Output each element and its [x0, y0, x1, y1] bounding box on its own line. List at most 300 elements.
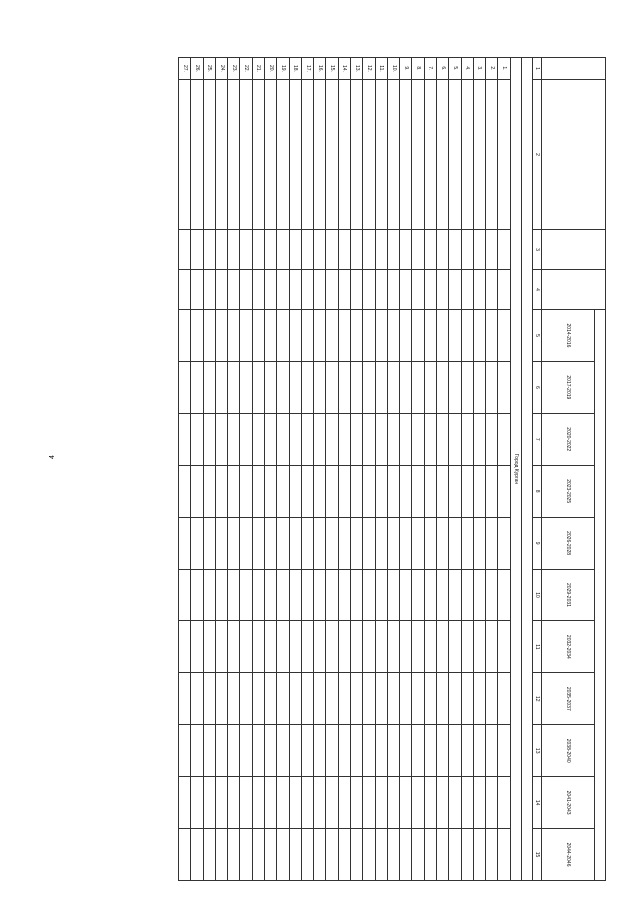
row-number: 10.	[387, 58, 399, 80]
row-number: 26.	[191, 58, 203, 80]
row-build-year	[179, 230, 191, 270]
row-build-year	[301, 230, 313, 270]
row-period-cell	[486, 829, 498, 881]
row-period-cell	[412, 673, 424, 725]
row-build-year	[412, 230, 424, 270]
row-period-cell	[215, 569, 227, 621]
row-period-cell	[179, 673, 191, 725]
row-period-cell	[486, 621, 498, 673]
column-number: 9	[533, 517, 542, 569]
row-period-cell	[473, 829, 485, 881]
row-period-cell	[265, 361, 277, 413]
row-period-cell	[449, 310, 461, 362]
row-period-cell	[473, 569, 485, 621]
row-period-cell	[363, 413, 375, 465]
row-period-cell	[412, 829, 424, 881]
row-period-cell	[203, 361, 215, 413]
row-last-repair-year	[179, 270, 191, 310]
col-header-period: 2020-2022	[542, 413, 595, 465]
row-period-cell	[424, 621, 436, 673]
row-period-cell	[301, 829, 313, 881]
row-number: 25.	[203, 58, 215, 80]
city-heading-row	[510, 58, 521, 881]
row-period-cell	[412, 725, 424, 777]
row-number: 16.	[314, 58, 326, 80]
row-address	[215, 80, 227, 230]
row-period-cell	[437, 310, 449, 362]
row-period-cell	[375, 310, 387, 362]
row-period-cell	[486, 569, 498, 621]
row-period-cell	[461, 829, 473, 881]
row-number: 1.	[498, 58, 510, 80]
row-period-cell	[203, 310, 215, 362]
row-number: 6.	[437, 58, 449, 80]
row-address	[351, 80, 363, 230]
column-number: 3	[533, 230, 542, 270]
row-period-cell	[265, 569, 277, 621]
col-header-period: 2041-2043	[542, 777, 595, 829]
table-row	[387, 58, 399, 881]
row-period-cell	[387, 725, 399, 777]
row-build-year	[314, 230, 326, 270]
row-period-cell	[351, 569, 363, 621]
row-build-year	[387, 230, 399, 270]
row-period-cell	[301, 673, 313, 725]
row-build-year	[265, 230, 277, 270]
row-period-cell	[179, 465, 191, 517]
column-number: 8	[533, 465, 542, 517]
table-row	[461, 58, 473, 881]
row-period-cell	[301, 777, 313, 829]
row-period-cell	[412, 361, 424, 413]
row-period-cell	[314, 673, 326, 725]
row-period-cell	[265, 517, 277, 569]
table-row	[375, 58, 387, 881]
row-period-cell	[314, 361, 326, 413]
row-address	[265, 80, 277, 230]
row-period-cell	[179, 569, 191, 621]
row-last-repair-year	[473, 270, 485, 310]
row-period-cell	[314, 310, 326, 362]
row-number: 5.	[449, 58, 461, 80]
row-period-cell	[461, 777, 473, 829]
column-number: 4	[533, 270, 542, 310]
row-period-cell	[252, 777, 264, 829]
table-row	[179, 58, 191, 881]
table-row	[424, 58, 436, 881]
row-period-cell	[240, 621, 252, 673]
row-period-cell	[228, 569, 240, 621]
row-period-cell	[351, 517, 363, 569]
row-number: 14.	[338, 58, 350, 80]
row-last-repair-year	[203, 270, 215, 310]
col-header-period: 2038-2040	[542, 725, 595, 777]
row-period-cell	[265, 829, 277, 881]
table-row	[191, 58, 203, 881]
table-row	[314, 58, 326, 881]
row-period-cell	[473, 413, 485, 465]
col-header-period: 2044-2046	[542, 829, 595, 881]
row-period-cell	[424, 569, 436, 621]
row-period-cell	[486, 517, 498, 569]
row-period-cell	[252, 725, 264, 777]
table-row	[301, 58, 313, 881]
row-period-cell	[301, 465, 313, 517]
buildings-table	[178, 57, 606, 881]
row-period-cell	[363, 673, 375, 725]
row-period-cell	[277, 777, 289, 829]
row-period-cell	[252, 517, 264, 569]
row-period-cell	[215, 517, 227, 569]
row-period-cell	[252, 673, 264, 725]
row-period-cell	[498, 465, 510, 517]
row-period-cell	[375, 621, 387, 673]
row-period-cell	[498, 413, 510, 465]
row-period-cell	[277, 465, 289, 517]
row-last-repair-year	[449, 270, 461, 310]
row-period-cell	[375, 725, 387, 777]
row-period-cell	[387, 465, 399, 517]
row-number: 2.	[486, 58, 498, 80]
row-period-cell	[461, 517, 473, 569]
row-period-cell	[314, 621, 326, 673]
row-build-year	[252, 230, 264, 270]
row-period-cell	[228, 517, 240, 569]
row-period-cell	[400, 673, 412, 725]
row-period-cell	[289, 361, 301, 413]
row-period-cell	[215, 673, 227, 725]
row-build-year	[277, 230, 289, 270]
row-period-cell	[203, 465, 215, 517]
row-period-cell	[351, 621, 363, 673]
row-period-cell	[289, 673, 301, 725]
row-period-cell	[301, 621, 313, 673]
row-last-repair-year	[375, 270, 387, 310]
header-row-top	[595, 58, 606, 881]
row-period-cell	[203, 673, 215, 725]
row-period-cell	[498, 569, 510, 621]
row-period-cell	[277, 829, 289, 881]
row-number: 7.	[424, 58, 436, 80]
row-last-repair-year	[338, 270, 350, 310]
row-address	[486, 80, 498, 230]
row-period-cell	[375, 777, 387, 829]
row-number: 15.	[326, 58, 338, 80]
row-address	[449, 80, 461, 230]
row-period-cell	[412, 569, 424, 621]
row-period-cell	[461, 413, 473, 465]
col-header-last-repair-year	[542, 270, 606, 310]
row-period-cell	[473, 725, 485, 777]
row-number: 17.	[301, 58, 313, 80]
row-period-cell	[498, 310, 510, 362]
row-period-cell	[289, 517, 301, 569]
row-period-cell	[400, 569, 412, 621]
row-period-cell	[400, 413, 412, 465]
row-period-cell	[338, 310, 350, 362]
row-period-cell	[375, 413, 387, 465]
row-period-cell	[314, 777, 326, 829]
row-number: 12.	[363, 58, 375, 80]
row-period-cell	[363, 361, 375, 413]
row-period-cell	[412, 413, 424, 465]
row-last-repair-year	[363, 270, 375, 310]
row-build-year	[338, 230, 350, 270]
row-period-cell	[400, 361, 412, 413]
row-period-cell	[289, 621, 301, 673]
row-period-cell	[240, 673, 252, 725]
row-build-year	[486, 230, 498, 270]
row-period-cell	[375, 361, 387, 413]
row-period-cell	[252, 569, 264, 621]
row-period-cell	[449, 361, 461, 413]
row-period-cell	[449, 777, 461, 829]
row-last-repair-year	[215, 270, 227, 310]
row-period-cell	[400, 777, 412, 829]
row-build-year	[473, 230, 485, 270]
row-period-cell	[228, 310, 240, 362]
row-period-cell	[338, 361, 350, 413]
row-period-cell	[351, 725, 363, 777]
row-period-cell	[215, 725, 227, 777]
row-period-cell	[179, 413, 191, 465]
row-period-cell	[424, 777, 436, 829]
row-period-cell	[191, 725, 203, 777]
row-period-cell	[252, 621, 264, 673]
row-period-cell	[252, 413, 264, 465]
row-period-cell	[179, 517, 191, 569]
row-period-cell	[449, 413, 461, 465]
row-period-cell	[338, 569, 350, 621]
row-period-cell	[375, 829, 387, 881]
row-address	[277, 80, 289, 230]
column-number: 13	[533, 725, 542, 777]
row-period-cell	[486, 361, 498, 413]
row-period-cell	[363, 725, 375, 777]
row-period-cell	[351, 361, 363, 413]
row-period-cell	[179, 777, 191, 829]
row-period-cell	[363, 621, 375, 673]
row-period-cell	[338, 829, 350, 881]
table-row	[437, 58, 449, 881]
row-period-cell	[277, 569, 289, 621]
row-address	[338, 80, 350, 230]
row-period-cell	[240, 517, 252, 569]
row-period-cell	[498, 673, 510, 725]
row-period-cell	[203, 569, 215, 621]
row-last-repair-year	[277, 270, 289, 310]
row-period-cell	[449, 673, 461, 725]
row-period-cell	[387, 569, 399, 621]
row-period-cell	[437, 777, 449, 829]
row-period-cell	[437, 465, 449, 517]
row-period-cell	[277, 725, 289, 777]
row-period-cell	[215, 621, 227, 673]
row-period-cell	[375, 517, 387, 569]
row-period-cell	[277, 621, 289, 673]
row-period-cell	[461, 310, 473, 362]
row-period-cell	[449, 621, 461, 673]
table-row	[228, 58, 240, 881]
row-period-cell	[314, 569, 326, 621]
column-number: 5	[533, 310, 542, 362]
row-period-cell	[191, 777, 203, 829]
row-period-cell	[461, 725, 473, 777]
col-header-period: 2014-2016	[542, 310, 595, 362]
row-period-cell	[387, 673, 399, 725]
row-period-cell	[351, 829, 363, 881]
row-period-cell	[387, 777, 399, 829]
col-header-period: 2023-2025	[542, 465, 595, 517]
row-period-cell	[289, 829, 301, 881]
row-period-cell	[215, 777, 227, 829]
row-period-cell	[400, 517, 412, 569]
row-period-cell	[437, 569, 449, 621]
row-last-repair-year	[265, 270, 277, 310]
row-period-cell	[289, 777, 301, 829]
row-period-cell	[363, 310, 375, 362]
row-period-cell	[314, 829, 326, 881]
column-number: 1	[533, 58, 542, 80]
row-period-cell	[277, 361, 289, 413]
row-period-cell	[215, 465, 227, 517]
row-period-cell	[215, 310, 227, 362]
row-period-cell	[375, 673, 387, 725]
row-period-cell	[449, 569, 461, 621]
row-period-cell	[252, 829, 264, 881]
row-last-repair-year	[412, 270, 424, 310]
row-period-cell	[498, 725, 510, 777]
row-period-cell	[486, 777, 498, 829]
row-period-cell	[486, 725, 498, 777]
row-last-repair-year	[326, 270, 338, 310]
row-period-cell	[228, 829, 240, 881]
row-period-cell	[240, 777, 252, 829]
table-row	[351, 58, 363, 881]
row-period-cell	[203, 829, 215, 881]
row-build-year	[461, 230, 473, 270]
table-row	[289, 58, 301, 881]
row-period-cell	[277, 517, 289, 569]
row-period-cell	[498, 517, 510, 569]
row-period-cell	[265, 413, 277, 465]
row-period-cell	[437, 725, 449, 777]
row-period-cell	[326, 777, 338, 829]
row-period-cell	[473, 361, 485, 413]
row-build-year	[191, 230, 203, 270]
table-row	[412, 58, 424, 881]
row-period-cell	[301, 310, 313, 362]
row-last-repair-year	[351, 270, 363, 310]
row-period-cell	[486, 413, 498, 465]
row-period-cell	[449, 725, 461, 777]
row-period-cell	[449, 465, 461, 517]
row-period-cell	[387, 310, 399, 362]
row-period-cell	[498, 777, 510, 829]
row-period-cell	[437, 361, 449, 413]
col-header-address	[542, 80, 606, 230]
row-period-cell	[424, 361, 436, 413]
row-period-cell	[363, 465, 375, 517]
row-period-cell	[289, 413, 301, 465]
col-header-period: 2017-2019	[542, 361, 595, 413]
col-header-build-year	[542, 230, 606, 270]
col-header-period: 2029-2031	[542, 569, 595, 621]
city-heading: Город Курган	[510, 58, 521, 881]
table-row	[473, 58, 485, 881]
row-period-cell	[424, 465, 436, 517]
row-period-cell	[424, 517, 436, 569]
col-header-planned-period-group	[595, 310, 606, 881]
table-row	[400, 58, 412, 881]
row-build-year	[203, 230, 215, 270]
row-address	[412, 80, 424, 230]
table-row	[338, 58, 350, 881]
row-number: 19.	[277, 58, 289, 80]
row-period-cell	[179, 621, 191, 673]
row-period-cell	[240, 569, 252, 621]
row-period-cell	[363, 829, 375, 881]
row-period-cell	[437, 829, 449, 881]
row-period-cell	[326, 517, 338, 569]
row-number: 22.	[240, 58, 252, 80]
row-address	[314, 80, 326, 230]
row-period-cell	[338, 465, 350, 517]
row-build-year	[400, 230, 412, 270]
row-period-cell	[314, 413, 326, 465]
col-header-period: 2032-2034	[542, 621, 595, 673]
row-period-cell	[498, 361, 510, 413]
row-period-cell	[363, 517, 375, 569]
column-number: 15	[533, 829, 542, 881]
row-address	[461, 80, 473, 230]
row-period-cell	[461, 361, 473, 413]
row-period-cell	[301, 517, 313, 569]
row-period-cell	[191, 413, 203, 465]
row-period-cell	[265, 465, 277, 517]
row-number: 24.	[215, 58, 227, 80]
row-period-cell	[473, 621, 485, 673]
page-title	[55, 234, 69, 654]
row-period-cell	[277, 413, 289, 465]
row-build-year	[363, 230, 375, 270]
row-period-cell	[473, 777, 485, 829]
header-row-column-numbers	[533, 58, 542, 881]
row-period-cell	[437, 517, 449, 569]
row-period-cell	[375, 569, 387, 621]
row-period-cell	[424, 829, 436, 881]
row-address	[191, 80, 203, 230]
row-address	[437, 80, 449, 230]
row-period-cell	[326, 829, 338, 881]
row-number: 21.	[252, 58, 264, 80]
row-number: 8.	[412, 58, 424, 80]
row-period-cell	[400, 465, 412, 517]
row-period-cell	[473, 310, 485, 362]
row-period-cell	[191, 517, 203, 569]
row-period-cell	[461, 569, 473, 621]
row-period-cell	[437, 413, 449, 465]
row-number: 4.	[461, 58, 473, 80]
row-build-year	[449, 230, 461, 270]
column-number: 10	[533, 569, 542, 621]
col-header-period: 2026-2028	[542, 517, 595, 569]
row-period-cell	[461, 621, 473, 673]
row-period-cell	[400, 725, 412, 777]
row-period-cell	[387, 361, 399, 413]
row-address	[203, 80, 215, 230]
row-number: 13.	[351, 58, 363, 80]
